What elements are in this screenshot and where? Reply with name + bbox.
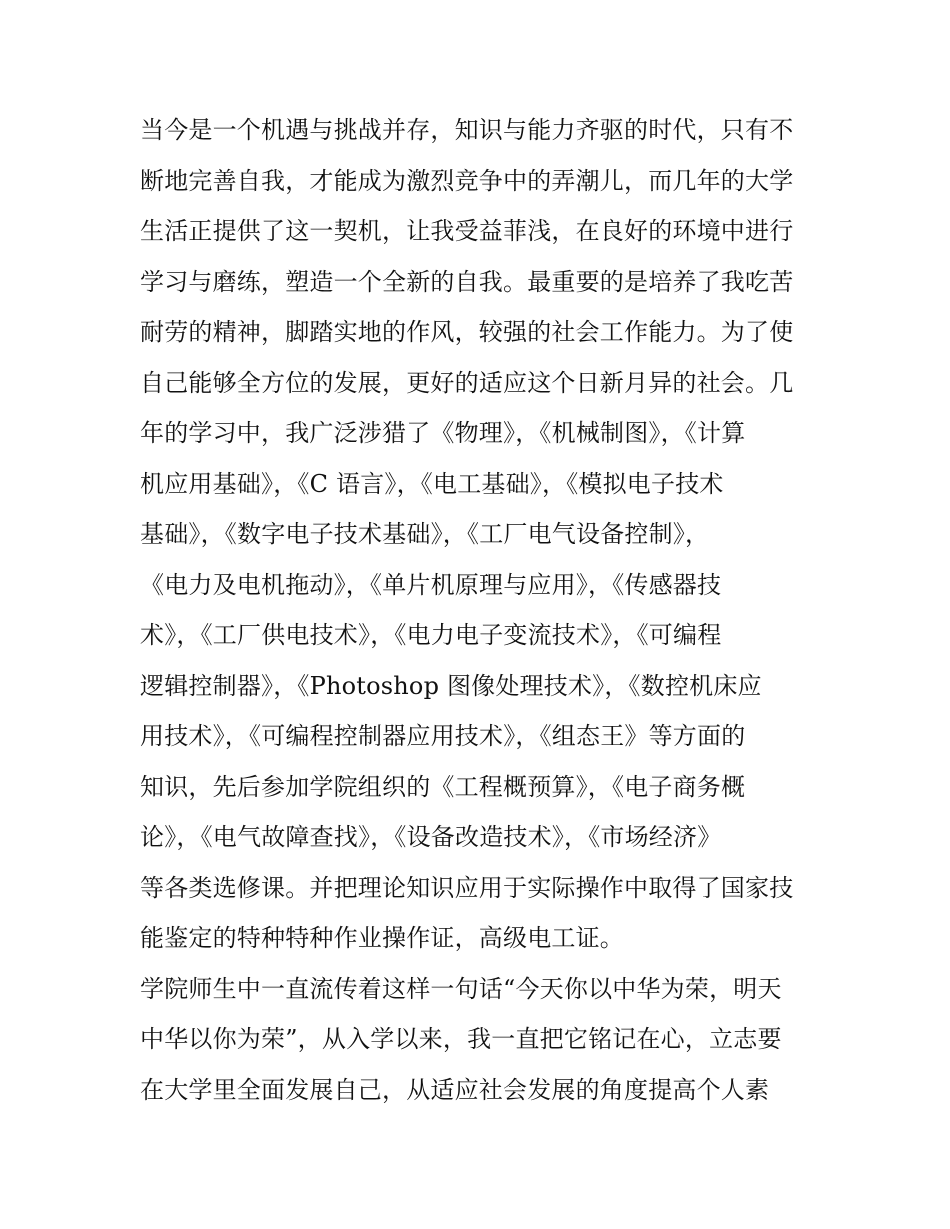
text-line: 中华以你为荣”，从入学以来，我一直把它铭记在心，立志要 (140, 1025, 782, 1053)
text-line: 等各类选修课。并把理论知识应用于实际操作中取得了国家技 (140, 873, 794, 902)
text-line: 年的学习中，我广泛涉猎了《物理》，《机械制图》，《计算 (140, 419, 746, 447)
text-line: 耐劳的精神，脚踏实地的作风，较强的社会工作能力。为了使 (140, 318, 794, 346)
text-line: 基础》，《数字电子技术基础》，《工厂电气设备控制》， (140, 520, 710, 548)
text-line: 逻辑控制器》，《Photoshop 图像处理技术》，《数控机床应 (140, 671, 762, 700)
text-line: 断地完善自我，才能成为激烈竞争中的弄潮儿，而几年的大学 (140, 166, 794, 195)
text-line: 《电力及电机拖动》，《单片机原理与应用》，《传感器技 (140, 570, 722, 599)
text-line: 学院师生中一直流传着这样一句话“今天你以中华为荣，明天 (140, 974, 782, 1003)
body-text (140, 105, 820, 1115)
text-line: 学习与磨练，塑造一个全新的自我。最重要的是培养了我吃苦 (140, 267, 794, 296)
text-line: 术》，《工厂供电技术》，《电力电子变流技术》，《可编程 (140, 621, 722, 649)
text-line: 能鉴定的特种特种作业操作证，高级电工证。 (140, 924, 624, 952)
text-line: 自己能够全方位的发展，更好的适应这个日新月异的社会。几 (140, 368, 794, 397)
text-line: 在大学里全面发展自己，从适应社会发展的角度提高个人素 (140, 1075, 770, 1104)
text-line: 生活正提供了这一契机，让我受益菲浅，在良好的环境中进行 (140, 217, 794, 245)
text-line: 论》，《电气故障查找》，《设备改造技术》，《市场经济》 (140, 823, 722, 851)
text-line: 知识，先后参加学院组织的《工程概预算》，《电子商务概 (140, 772, 746, 801)
text-line: 用技术》，《可编程控制器应用技术》，《组态王》等方面的 (140, 722, 746, 750)
text-line: 当今是一个机遇与挑战并存，知识与能力齐驱的时代，只有不 (140, 116, 794, 144)
text-line: 机应用基础》，《C 语言》，《电工基础》，《模拟电子技术 (140, 469, 724, 498)
